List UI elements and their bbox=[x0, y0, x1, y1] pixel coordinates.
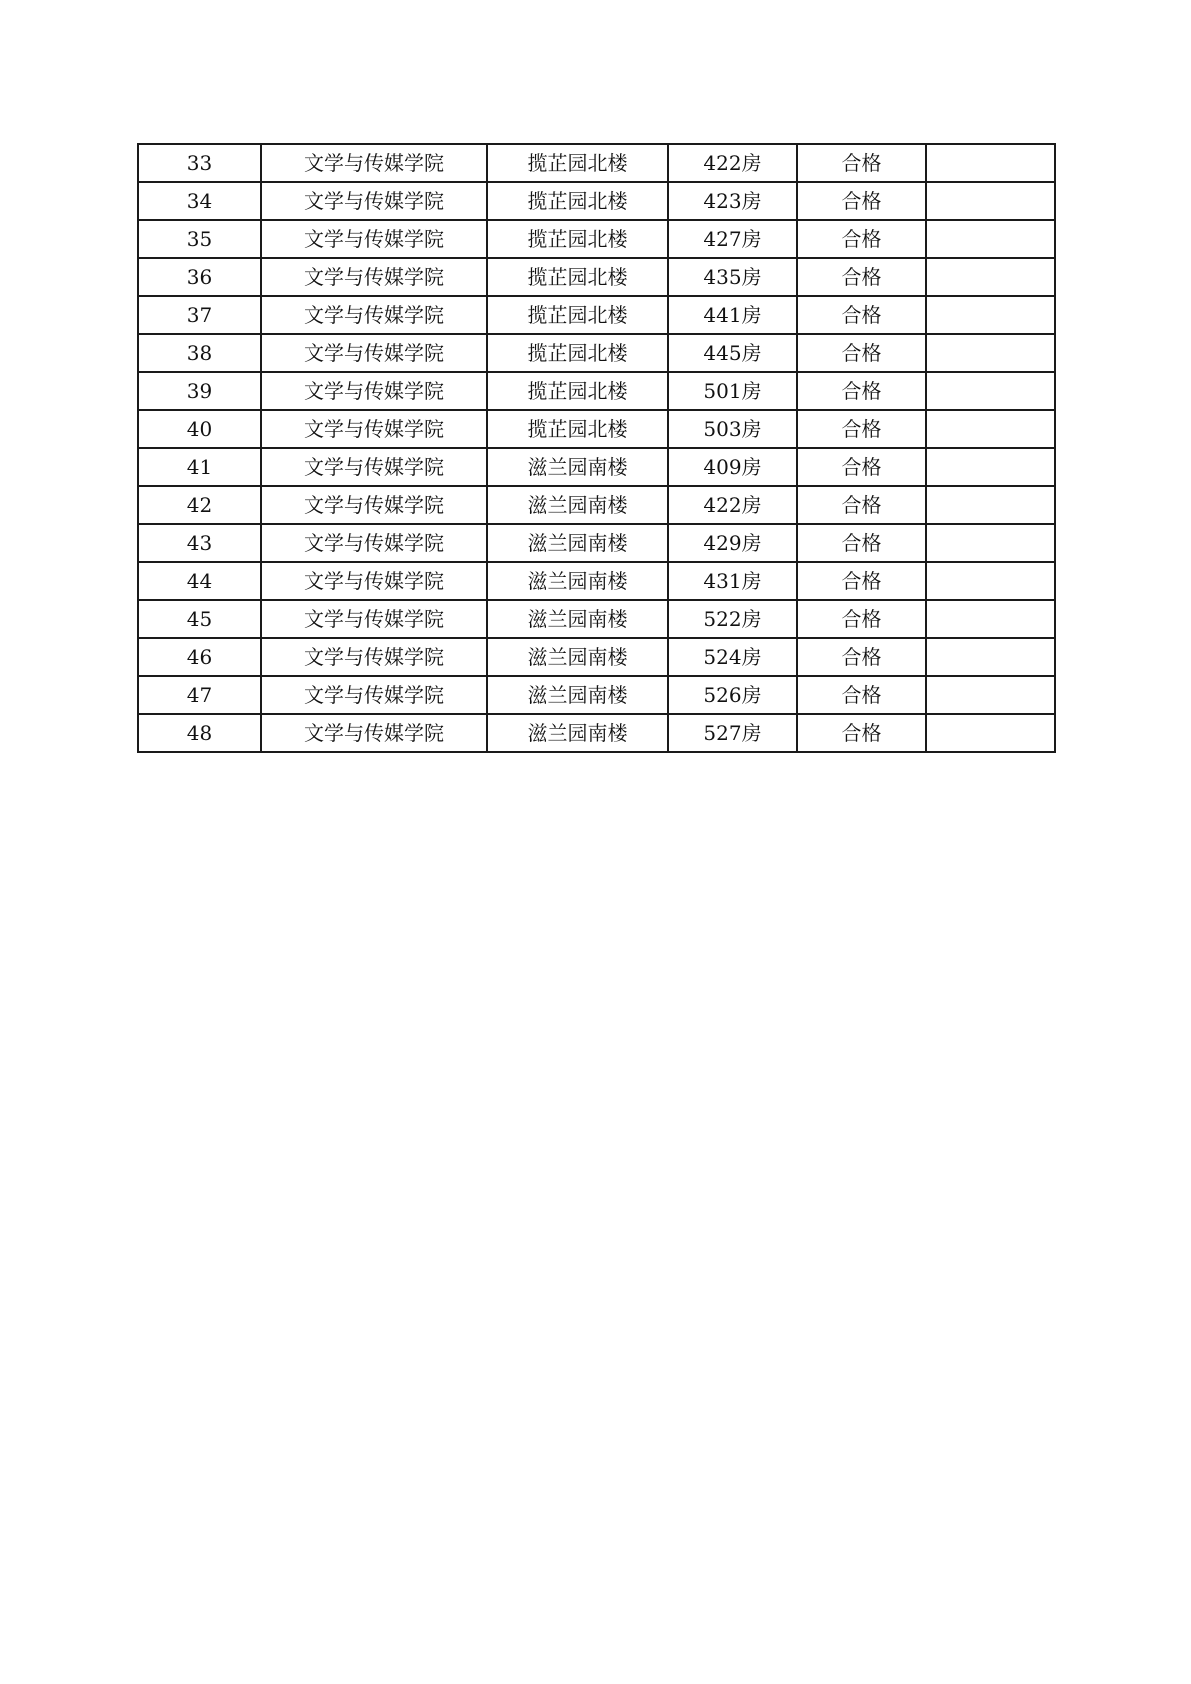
cell-result: 合格 bbox=[797, 372, 926, 410]
cell-building: 滋兰园南楼 bbox=[487, 562, 668, 600]
cell-note bbox=[926, 714, 1055, 752]
cell-room: 422房 bbox=[668, 486, 797, 524]
cell-room: 422房 bbox=[668, 144, 797, 182]
cell-number: 45 bbox=[138, 600, 261, 638]
table-row bbox=[138, 220, 1055, 258]
cell-note bbox=[926, 600, 1055, 638]
table-row bbox=[138, 144, 1055, 182]
table-row bbox=[138, 182, 1055, 220]
table-row bbox=[138, 296, 1055, 334]
cell-building: 滋兰园南楼 bbox=[487, 714, 668, 752]
cell-room: 441房 bbox=[668, 296, 797, 334]
cell-college: 文学与传媒学院 bbox=[261, 524, 487, 562]
cell-note bbox=[926, 334, 1055, 372]
dormitory-inspection-table bbox=[137, 143, 1056, 753]
cell-number: 35 bbox=[138, 220, 261, 258]
cell-number: 38 bbox=[138, 334, 261, 372]
cell-result: 合格 bbox=[797, 182, 926, 220]
cell-number: 48 bbox=[138, 714, 261, 752]
cell-note bbox=[926, 258, 1055, 296]
cell-number: 42 bbox=[138, 486, 261, 524]
cell-building: 揽芷园北楼 bbox=[487, 220, 668, 258]
cell-room: 501房 bbox=[668, 372, 797, 410]
cell-building: 揽芷园北楼 bbox=[487, 258, 668, 296]
cell-note bbox=[926, 638, 1055, 676]
cell-room: 526房 bbox=[668, 676, 797, 714]
cell-number: 33 bbox=[138, 144, 261, 182]
cell-college: 文学与传媒学院 bbox=[261, 600, 487, 638]
cell-college: 文学与传媒学院 bbox=[261, 296, 487, 334]
table-row bbox=[138, 372, 1055, 410]
cell-building: 滋兰园南楼 bbox=[487, 524, 668, 562]
cell-result: 合格 bbox=[797, 638, 926, 676]
cell-room: 524房 bbox=[668, 638, 797, 676]
cell-room: 445房 bbox=[668, 334, 797, 372]
table-row bbox=[138, 334, 1055, 372]
cell-number: 43 bbox=[138, 524, 261, 562]
cell-number: 47 bbox=[138, 676, 261, 714]
cell-building: 揽芷园北楼 bbox=[487, 182, 668, 220]
cell-building: 滋兰园南楼 bbox=[487, 676, 668, 714]
cell-building: 滋兰园南楼 bbox=[487, 448, 668, 486]
cell-college: 文学与传媒学院 bbox=[261, 144, 487, 182]
table-row bbox=[138, 524, 1055, 562]
cell-result: 合格 bbox=[797, 296, 926, 334]
cell-note bbox=[926, 144, 1055, 182]
cell-result: 合格 bbox=[797, 714, 926, 752]
cell-result: 合格 bbox=[797, 410, 926, 448]
cell-college: 文学与传媒学院 bbox=[261, 372, 487, 410]
cell-result: 合格 bbox=[797, 600, 926, 638]
cell-college: 文学与传媒学院 bbox=[261, 714, 487, 752]
cell-result: 合格 bbox=[797, 334, 926, 372]
cell-note bbox=[926, 372, 1055, 410]
cell-college: 文学与传媒学院 bbox=[261, 638, 487, 676]
cell-building: 揽芷园北楼 bbox=[487, 372, 668, 410]
cell-number: 36 bbox=[138, 258, 261, 296]
cell-note bbox=[926, 486, 1055, 524]
cell-room: 503房 bbox=[668, 410, 797, 448]
cell-number: 37 bbox=[138, 296, 261, 334]
cell-building: 揽芷园北楼 bbox=[487, 410, 668, 448]
cell-room: 435房 bbox=[668, 258, 797, 296]
cell-building: 揽芷园北楼 bbox=[487, 296, 668, 334]
cell-room: 427房 bbox=[668, 220, 797, 258]
cell-result: 合格 bbox=[797, 258, 926, 296]
cell-building: 滋兰园南楼 bbox=[487, 600, 668, 638]
cell-note bbox=[926, 562, 1055, 600]
cell-number: 46 bbox=[138, 638, 261, 676]
cell-room: 429房 bbox=[668, 524, 797, 562]
cell-result: 合格 bbox=[797, 220, 926, 258]
cell-building: 滋兰园南楼 bbox=[487, 486, 668, 524]
cell-result: 合格 bbox=[797, 448, 926, 486]
cell-result: 合格 bbox=[797, 676, 926, 714]
cell-room: 409房 bbox=[668, 448, 797, 486]
table-row bbox=[138, 486, 1055, 524]
cell-college: 文学与传媒学院 bbox=[261, 220, 487, 258]
cell-number: 41 bbox=[138, 448, 261, 486]
cell-note bbox=[926, 676, 1055, 714]
cell-building: 滋兰园南楼 bbox=[487, 638, 668, 676]
cell-number: 39 bbox=[138, 372, 261, 410]
cell-building: 揽芷园北楼 bbox=[487, 144, 668, 182]
cell-note bbox=[926, 448, 1055, 486]
cell-building: 揽芷园北楼 bbox=[487, 334, 668, 372]
cell-room: 431房 bbox=[668, 562, 797, 600]
cell-result: 合格 bbox=[797, 486, 926, 524]
table-row bbox=[138, 600, 1055, 638]
cell-note bbox=[926, 296, 1055, 334]
cell-note bbox=[926, 220, 1055, 258]
cell-college: 文学与传媒学院 bbox=[261, 410, 487, 448]
cell-number: 40 bbox=[138, 410, 261, 448]
table-row bbox=[138, 714, 1055, 752]
cell-room: 423房 bbox=[668, 182, 797, 220]
cell-result: 合格 bbox=[797, 524, 926, 562]
cell-room: 522房 bbox=[668, 600, 797, 638]
cell-result: 合格 bbox=[797, 144, 926, 182]
cell-college: 文学与传媒学院 bbox=[261, 182, 487, 220]
table-body bbox=[138, 144, 1055, 752]
cell-college: 文学与传媒学院 bbox=[261, 448, 487, 486]
cell-college: 文学与传媒学院 bbox=[261, 562, 487, 600]
cell-note bbox=[926, 410, 1055, 448]
cell-room: 527房 bbox=[668, 714, 797, 752]
cell-result: 合格 bbox=[797, 562, 926, 600]
table-row bbox=[138, 562, 1055, 600]
cell-note bbox=[926, 524, 1055, 562]
cell-college: 文学与传媒学院 bbox=[261, 334, 487, 372]
table-row bbox=[138, 410, 1055, 448]
table-row bbox=[138, 676, 1055, 714]
table-row bbox=[138, 448, 1055, 486]
table-row bbox=[138, 258, 1055, 296]
cell-college: 文学与传媒学院 bbox=[261, 676, 487, 714]
cell-college: 文学与传媒学院 bbox=[261, 486, 487, 524]
table-row bbox=[138, 638, 1055, 676]
cell-number: 44 bbox=[138, 562, 261, 600]
cell-number: 34 bbox=[138, 182, 261, 220]
cell-college: 文学与传媒学院 bbox=[261, 258, 487, 296]
cell-note bbox=[926, 182, 1055, 220]
